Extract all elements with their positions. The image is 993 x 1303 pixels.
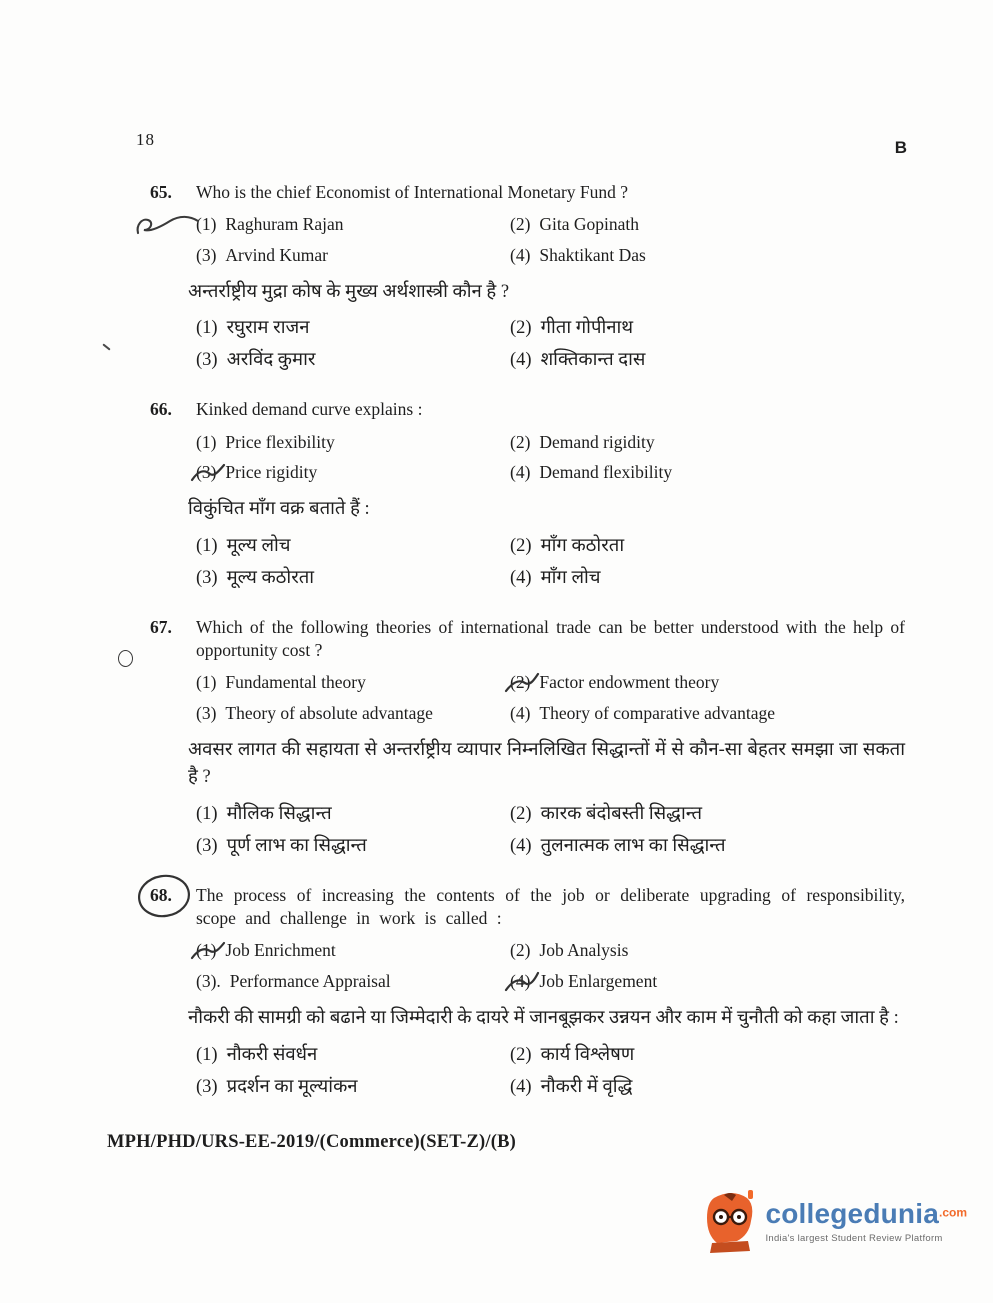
option bbox=[196, 213, 510, 236]
option bbox=[196, 316, 510, 340]
collegedunia-logo bbox=[704, 1190, 967, 1254]
option-number: (1) bbox=[196, 431, 217, 452]
option-text: Gita Gopinath bbox=[539, 214, 640, 235]
option-number: (4) bbox=[510, 350, 532, 371]
paper-code-footer: MPH/PHD/URS-EE-2019/(Commerce)(SET-Z)/(B) bbox=[107, 1132, 516, 1152]
option bbox=[196, 244, 510, 267]
option-text: Performance Appraisal bbox=[229, 971, 391, 992]
option bbox=[510, 939, 905, 962]
option-text: Arvind Kumar bbox=[225, 244, 328, 265]
option bbox=[510, 213, 905, 236]
question-text-hindi: नौकरी की सामग्री को बढाने या जिम्मेदारी के दायरे में जानबूझकर उन्नयन और काम में चुनौती को कहा जाता है : bbox=[188, 1007, 899, 1028]
option bbox=[510, 1075, 905, 1099]
question-block-67 bbox=[150, 616, 905, 858]
option-number: (4) bbox=[510, 702, 531, 723]
question-text-english: Kinked demand curve explains : bbox=[196, 399, 423, 420]
option bbox=[196, 348, 510, 372]
option-number: (2) bbox=[510, 940, 531, 961]
option bbox=[196, 671, 510, 694]
question-number: 66. bbox=[150, 399, 172, 420]
option-number: (1) bbox=[196, 940, 217, 961]
option bbox=[196, 1043, 510, 1067]
option-text: रघुराम राजन bbox=[226, 318, 310, 339]
option-number: (1) bbox=[196, 1044, 218, 1065]
option-text: Job Enlargement bbox=[539, 971, 658, 992]
option-number: (4) bbox=[510, 1076, 532, 1097]
logo-wordmark: collegedunia bbox=[765, 1198, 939, 1229]
option bbox=[510, 834, 905, 858]
option bbox=[510, 431, 905, 454]
options-english bbox=[150, 213, 905, 267]
option bbox=[510, 316, 905, 340]
option-number: (2) bbox=[510, 214, 531, 235]
option-number: (4) bbox=[510, 462, 531, 483]
logo-tld: .com bbox=[938, 1205, 967, 1220]
options-hindi bbox=[150, 534, 905, 590]
collegedunia-mascot-icon bbox=[704, 1190, 756, 1254]
option-text: नौकरी संवर्धन bbox=[226, 1044, 318, 1065]
option-number: (1) bbox=[196, 318, 218, 339]
option bbox=[196, 534, 510, 558]
options-hindi bbox=[150, 1043, 905, 1099]
question-block-68 bbox=[150, 884, 905, 1099]
option-text: अरविंद कुमार bbox=[226, 350, 316, 371]
pen-loop-scribble bbox=[134, 205, 200, 241]
option-text: Fundamental theory bbox=[225, 672, 366, 693]
option-number: (3) bbox=[196, 350, 218, 371]
option-text: तुलनात्मक लाभ का सिद्धान्त bbox=[540, 836, 726, 857]
option bbox=[196, 834, 510, 858]
logo-tagline: India's largest Student Review Platform bbox=[765, 1233, 943, 1244]
pen-tick-mark bbox=[102, 343, 110, 350]
question-text-english: The process of increasing the contents of the job or deliberate upgrading of responsibility, scope and challenge in work is called : bbox=[196, 885, 905, 929]
option bbox=[196, 939, 510, 962]
question-number: 67. bbox=[150, 616, 172, 637]
option-number: (3) bbox=[196, 462, 217, 483]
option bbox=[196, 702, 510, 725]
option-text: मूल्य कठोरता bbox=[226, 567, 315, 588]
option-text: गीता गोपीनाथ bbox=[540, 318, 634, 339]
question-text-hindi: अन्तर्राष्ट्रीय मुद्रा कोष के मुख्य अर्थशास्त्री कौन है ? bbox=[188, 281, 510, 302]
option bbox=[510, 348, 905, 372]
pen-margin-circle bbox=[118, 650, 133, 667]
options-english bbox=[150, 431, 905, 485]
option-number: (4) bbox=[510, 836, 532, 857]
option-text: प्रदर्शन का मूल्यांकन bbox=[226, 1076, 358, 1097]
option-text: शक्तिकान्त दास bbox=[540, 350, 646, 371]
option-number: (3) bbox=[196, 567, 218, 588]
option-number: (3) bbox=[196, 244, 217, 265]
question-number-text: 68. bbox=[150, 885, 172, 906]
question-number: 65. bbox=[150, 182, 172, 202]
option-text: माँग कठोरता bbox=[540, 535, 625, 556]
option bbox=[196, 566, 510, 590]
option-number: (2) bbox=[510, 804, 532, 825]
option-text: Demand flexibility bbox=[539, 462, 673, 483]
question-text-hindi: अवसर लागत की सहायता से अन्तर्राष्ट्रीय व्यापार निम्नलिखित सिद्धान्तों में से कौन-सा बेहतर समझा जा सकता है ? bbox=[188, 739, 905, 788]
option bbox=[510, 534, 905, 558]
option bbox=[510, 1043, 905, 1067]
option-text: Raghuram Rajan bbox=[225, 214, 344, 235]
option-number: (4) bbox=[510, 971, 531, 992]
option bbox=[510, 461, 905, 484]
option-text: मूल्य लोच bbox=[226, 535, 291, 556]
option bbox=[196, 461, 510, 484]
option bbox=[510, 802, 905, 826]
option-number: (3) bbox=[196, 1076, 218, 1097]
question-text-hindi: विकुंचित माँग वक्र बताते हैं : bbox=[188, 499, 370, 520]
option-text: Theory of absolute advantage bbox=[225, 702, 433, 723]
option bbox=[510, 702, 905, 725]
option-number: (2) bbox=[510, 535, 532, 556]
option-number: (3) bbox=[196, 702, 217, 723]
question-block-66 bbox=[150, 398, 905, 589]
option-text: मौलिक सिद्धान्त bbox=[226, 804, 332, 825]
option-text: Shaktikant Das bbox=[539, 244, 646, 265]
options-english bbox=[150, 939, 905, 993]
option bbox=[196, 1075, 510, 1099]
option bbox=[510, 566, 905, 590]
option-text: Job Analysis bbox=[539, 940, 629, 961]
option bbox=[510, 671, 905, 694]
option-number: (4) bbox=[510, 244, 531, 265]
option-number: (1) bbox=[196, 535, 218, 556]
option-text: Price rigidity bbox=[225, 462, 318, 483]
option-number: (3). bbox=[196, 971, 221, 992]
option-number: (1) bbox=[196, 672, 217, 693]
option-text: माँग लोच bbox=[540, 567, 601, 588]
option-number: (3) bbox=[196, 836, 218, 857]
option-number: (1) bbox=[196, 214, 217, 235]
page-number: 18 bbox=[136, 130, 155, 149]
option-number: (1) bbox=[196, 804, 218, 825]
option bbox=[510, 970, 905, 993]
option-number: (2) bbox=[510, 672, 531, 693]
option-number: (2) bbox=[510, 1044, 532, 1065]
questions-area bbox=[150, 181, 905, 1125]
question-block-65 bbox=[150, 181, 905, 372]
option-number: (4) bbox=[510, 567, 532, 588]
option-text: कार्य विश्लेषण bbox=[540, 1044, 635, 1065]
booklet-code: B bbox=[894, 138, 907, 157]
option-text: कारक बंदोबस्ती सिद्धान्त bbox=[540, 804, 702, 825]
option-text: नौकरी में वृद्धि bbox=[540, 1076, 633, 1097]
options-english bbox=[150, 671, 905, 725]
option-text: Demand rigidity bbox=[539, 431, 655, 452]
question-text-english: Who is the chief Economist of International Monetary Fund ? bbox=[196, 182, 629, 202]
question-text-english: Which of the following theories of international trade can be better understood with the help of opportunity cost ? bbox=[196, 616, 905, 660]
option-number: (2) bbox=[510, 318, 532, 339]
option-text: Factor endowment theory bbox=[539, 672, 720, 693]
option-text: पूर्ण लाभ का सिद्धान्त bbox=[226, 836, 367, 857]
options-hindi bbox=[150, 802, 905, 858]
question-number bbox=[150, 884, 183, 930]
option bbox=[196, 802, 510, 826]
option bbox=[196, 431, 510, 454]
options-hindi bbox=[150, 316, 905, 372]
option bbox=[510, 244, 905, 267]
option bbox=[196, 970, 510, 993]
option-text: Price flexibility bbox=[225, 431, 335, 452]
option-text: Theory of comparative advantage bbox=[539, 702, 776, 723]
option-number: (2) bbox=[510, 431, 531, 452]
option-text: Job Enrichment bbox=[225, 940, 336, 961]
